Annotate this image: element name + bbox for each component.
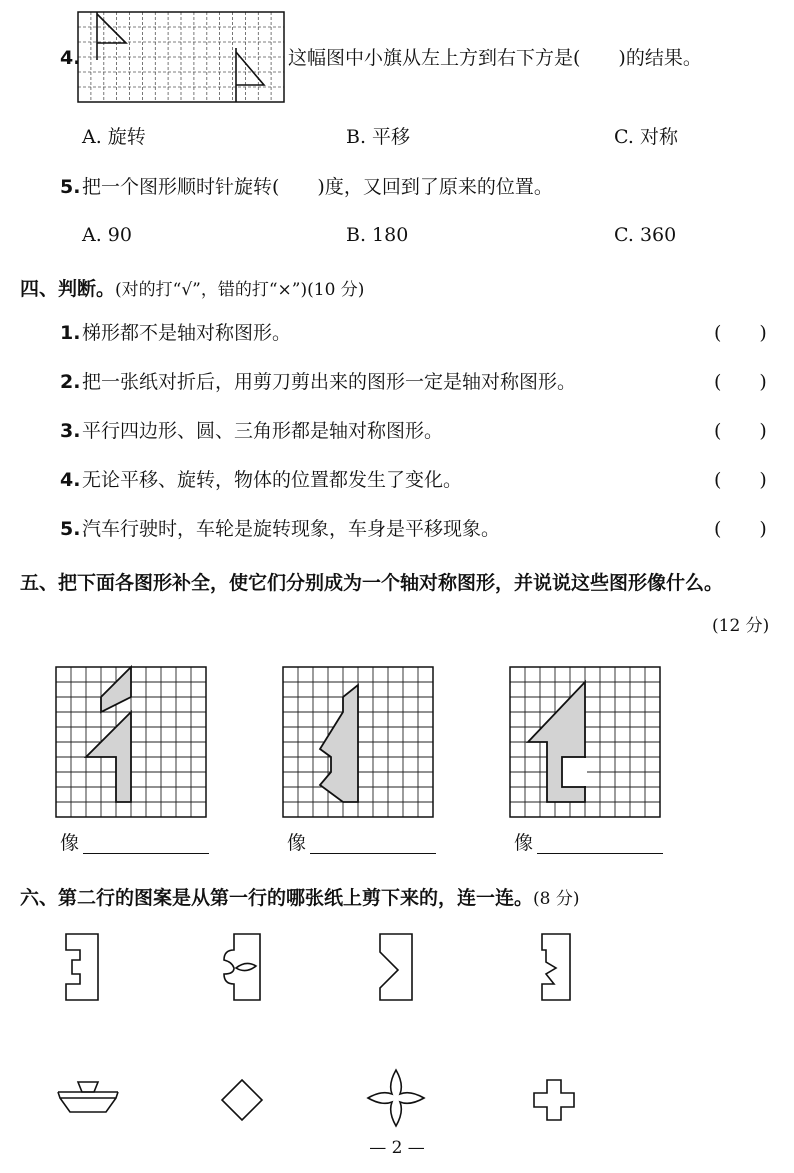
section6-heading [20, 883, 580, 910]
folded-paper-4[interactable] [536, 932, 576, 1002]
section6-score: (8 分) [533, 889, 580, 909]
symmetry-grid-1 [56, 667, 206, 817]
section4-heading [20, 274, 364, 301]
answer-label-1: 像 [60, 832, 80, 854]
section5-score: (12 分) [712, 616, 770, 636]
q4-question: 这幅图中小旗从左上方到右下方是( )的结果。 [288, 47, 702, 69]
half-shape-2 [320, 685, 358, 802]
q4-flag-grid [78, 12, 284, 102]
section4-note: (对的打“√”，错的打“×”)(10 分) [115, 280, 365, 300]
answer-blank-3[interactable] [537, 835, 663, 854]
folded-paper-3[interactable] [376, 932, 416, 1002]
s4-item4-number: 4. [60, 469, 81, 491]
s4-item5-answer-blank[interactable]: ( ) [714, 518, 767, 540]
flag-top-left [97, 12, 126, 60]
page-number: — 2 — [369, 1138, 425, 1158]
answer-line-3[interactable] [514, 832, 663, 854]
q4-option-c[interactable]: C. 对称 [614, 126, 678, 148]
q5-option-c[interactable]: C. 360 [614, 224, 677, 246]
pattern-diamond[interactable] [220, 1078, 264, 1122]
s4-item3-number: 3. [60, 420, 81, 442]
q4-option-a[interactable]: A. 旋转 [82, 126, 146, 148]
answer-blank-1[interactable] [83, 835, 209, 854]
s4-item2-answer-blank[interactable]: ( ) [714, 371, 767, 393]
answer-label-3: 像 [514, 832, 534, 854]
section5-title: 五、把下面各图形补全，使它们分别成为一个轴对称图形，并说说这些图形像什么。 [20, 572, 724, 594]
section4-title: 四、判断。 [20, 278, 116, 300]
pattern-boat[interactable] [56, 1078, 120, 1118]
symmetry-grid-3 [510, 667, 660, 817]
answer-line-2[interactable] [287, 832, 436, 854]
s4-item5-number: 5. [60, 518, 81, 540]
q5-option-a[interactable]: A. 90 [82, 224, 132, 246]
q4-number: 4. [60, 47, 81, 69]
s4-item4-answer-blank[interactable]: ( ) [714, 469, 767, 491]
half-shape-1b [86, 712, 131, 802]
s4-item1-number: 1. [60, 322, 81, 344]
section6-title: 六、第二行的图案是从第一行的哪张纸上剪下来的，连一连。 [20, 887, 534, 909]
folded-paper-1[interactable] [62, 932, 102, 1002]
folded-paper-2[interactable] [216, 932, 264, 1002]
s4-item4-text: 无论平移、旋转，物体的位置都发生了变化。 [82, 469, 463, 491]
q4-option-b[interactable]: B. 平移 [346, 126, 411, 148]
s4-item3-text: 平行四边形、圆、三角形都是轴对称图形。 [82, 420, 444, 442]
q5-number: 5. [60, 176, 81, 198]
answer-line-1[interactable] [60, 832, 209, 854]
s4-item1-answer-blank[interactable]: ( ) [714, 322, 767, 344]
s4-item2-number: 2. [60, 371, 81, 393]
flag-bottom-right [236, 48, 264, 102]
q5-question: 把一个图形顺时针旋转( )度，又回到了原来的位置。 [82, 176, 553, 198]
answer-label-2: 像 [287, 832, 307, 854]
s4-item3-answer-blank[interactable]: ( ) [714, 420, 767, 442]
s4-item5-text: 汽车行驶时，车轮是旋转现象，车身是平移现象。 [82, 518, 501, 540]
s4-item1-text: 梯形都不是轴对称图形。 [82, 322, 292, 344]
answer-blank-2[interactable] [310, 835, 436, 854]
s4-item2-text: 把一张纸对折后，用剪刀剪出来的图形一定是轴对称图形。 [82, 371, 577, 393]
pattern-flower[interactable] [366, 1068, 426, 1128]
q5-option-b[interactable]: B. 180 [346, 224, 409, 246]
pattern-cross[interactable] [532, 1078, 576, 1122]
symmetry-grid-2 [283, 667, 433, 817]
